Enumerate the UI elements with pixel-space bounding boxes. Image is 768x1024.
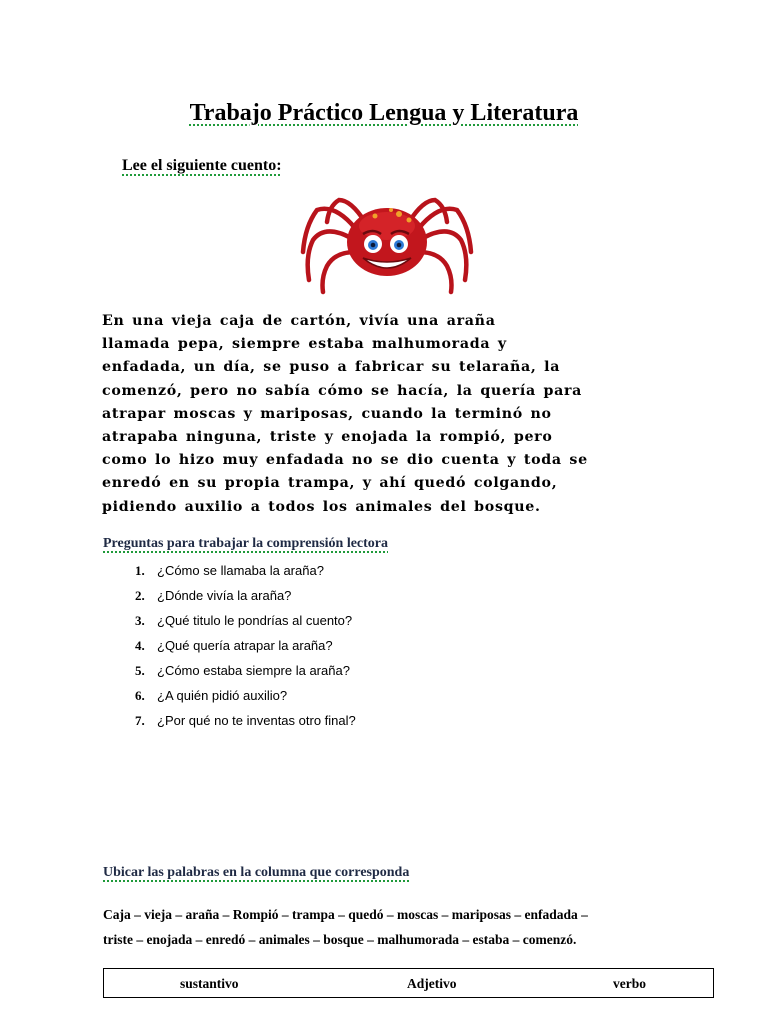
list-item [135,612,356,637]
reading-instruction-text: Lee el siguiente cuento: [122,157,282,174]
question-number: 1. [135,563,145,578]
story-line: llamada pepa, siempre estaba malhumorada y [102,336,507,353]
list-item [135,662,356,687]
story-line: pidiendo auxilio a todos los animales del bosque. [102,498,541,515]
page-title-text: Trabajo Práctico Lengua y Literatura [189,100,579,126]
classification-table [103,968,714,998]
word-bank [103,902,703,952]
questions-heading [103,535,388,553]
words-heading-text: Ubicar las palabras en la columna que corresponda [103,865,410,880]
story-line: atrapar moscas y mariposas, cuando la terminó no [102,405,552,422]
reading-instruction [122,156,282,176]
spider-illustration [295,196,479,296]
question-text: ¿Cómo estaba siempre la araña? [157,663,350,678]
list-item [135,562,356,587]
story-line: enredó en su propia trampa, y ahí quedó colgando, [102,475,558,492]
list-item [135,687,356,712]
story-line: comenzó, pero no sabía cómo se hacía, la quería para [102,382,583,399]
words-heading [103,864,409,882]
story-line: enfadada, un día, se puso a fabricar su telaraña, la [102,359,561,376]
list-item [135,637,356,662]
question-text: ¿Qué titulo le pondrías al cuento? [157,613,353,628]
questions-heading-text: Preguntas para trabajar la comprensión lectora [103,536,389,551]
question-text: ¿Dónde vivía la araña? [157,588,292,603]
question-number: 6. [135,688,145,703]
question-text: ¿Qué quería atrapar la araña? [157,638,333,653]
question-number: 2. [135,588,145,603]
word-bank-line: triste – enojada – enredó – animales – bosque – malhumorada – estaba – comenzó. [103,932,577,947]
question-number: 7. [135,713,145,728]
page-title [0,98,768,128]
question-number: 4. [135,638,145,653]
question-text: ¿Cómo se llamaba la araña? [157,563,324,578]
column-header-sustantivo: sustantivo [180,976,239,991]
story-text [102,310,657,519]
story-line: En una vieja caja de cartón, vivía una araña [102,313,496,329]
column-header-adjetivo: Adjetivo [407,976,457,991]
story-line: atrapaba ninguna, triste y enojada la rompió, pero [102,428,553,445]
list-item [135,587,356,612]
question-number: 3. [135,613,145,628]
word-bank-line: Caja – vieja – araña – Rompió – trampa – quedó – moscas – mariposas – enfadada – [103,907,588,922]
question-number: 5. [135,663,145,678]
question-text: ¿Por qué no te inventas otro final? [157,713,356,728]
column-header-verbo: verbo [613,976,646,991]
story-line: como lo hizo muy enfadada no se dio cuenta y toda se [102,452,588,469]
questions-list [135,562,356,737]
list-item [135,712,356,737]
question-text: ¿A quién pidió auxilio? [157,688,288,703]
